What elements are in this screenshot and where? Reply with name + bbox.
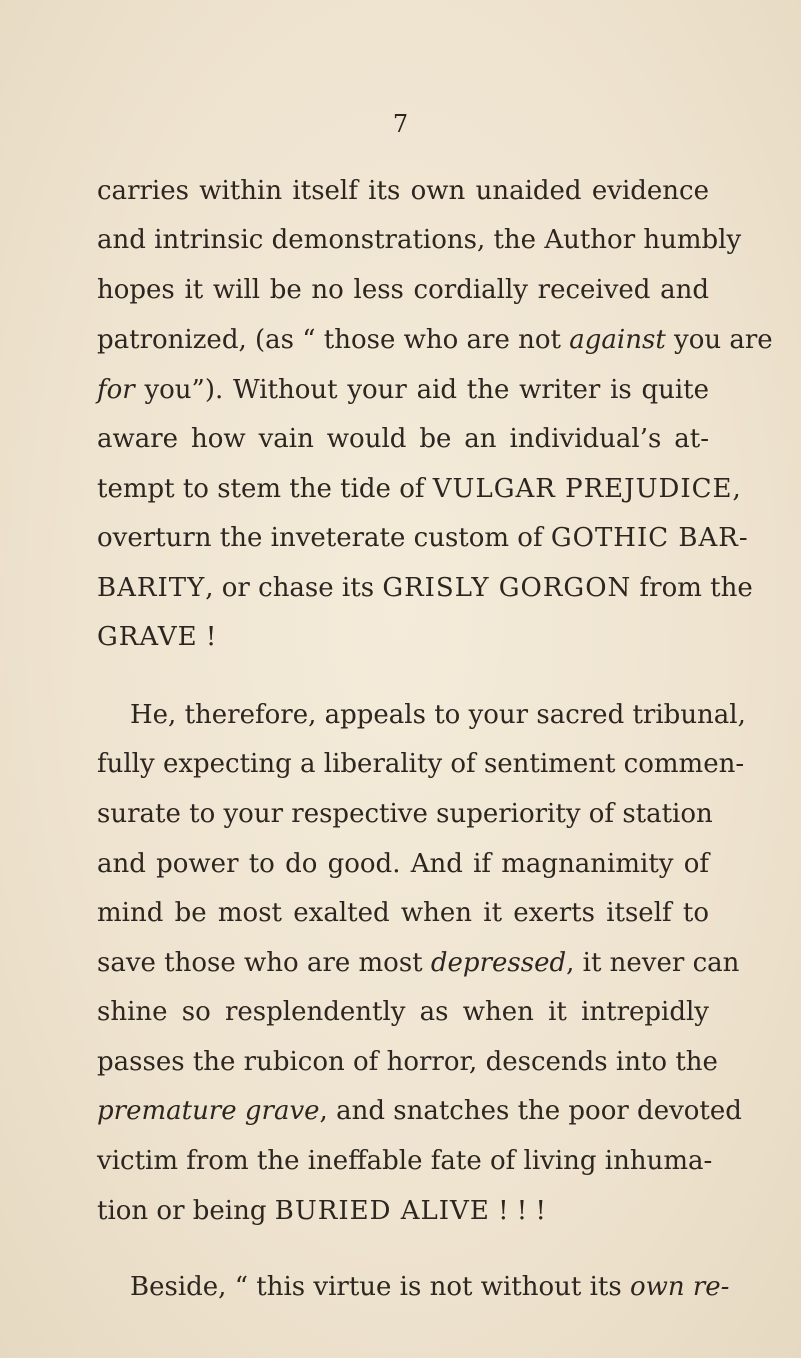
- text-line: mind be most exalted when it exerts itself to: [97, 898, 709, 928]
- text-line: He, therefore, appeals to your sacred tribunal,: [130, 700, 746, 730]
- text-line: fully expecting a liberality of sentiment commen-: [97, 749, 745, 779]
- text-line: patronized, (as “ those who are not against you are: [97, 325, 773, 355]
- text-line: tion or being BURIED ALIVE ! ! !: [97, 1196, 546, 1226]
- text-line: passes the rubicon of horror, descends into the: [97, 1047, 718, 1077]
- text-line: save those who are most depressed, it never can: [97, 948, 740, 978]
- text-line: and intrinsic demonstrations, the Author humbly: [97, 225, 742, 255]
- text-line: surate to your respective superiority of station: [97, 799, 713, 829]
- text-line: for you”). Without your aid the writer is quite: [97, 375, 709, 405]
- text-line: premature grave, and snatches the poor devoted: [97, 1096, 742, 1126]
- text-line: shine so resplendently as when it intrepidly: [97, 997, 709, 1027]
- text-line: aware how vain would be an individual’s at-: [97, 424, 709, 454]
- text-line: GRAVE !: [97, 622, 217, 652]
- text-line: BARITY, or chase its GRISLY GORGON from the: [97, 573, 753, 603]
- text-line: tempt to stem the tide of VULGAR PREJUDICE,: [97, 474, 741, 504]
- text-line: Beside, “ this virtue is not without its own re-: [130, 1272, 730, 1302]
- text-line: and power to do good. And if magnanimity of: [97, 849, 709, 879]
- text-line: overturn the inveterate custom of GOTHIC BAR-: [97, 523, 749, 553]
- text-line: victim from the ineffable fate of living inhuma-: [97, 1146, 713, 1176]
- text-line: hopes it will be no less cordially received and: [97, 275, 709, 305]
- text-line: carries within itself its own unaided evidence: [97, 176, 709, 206]
- page-number: 7: [392, 110, 409, 138]
